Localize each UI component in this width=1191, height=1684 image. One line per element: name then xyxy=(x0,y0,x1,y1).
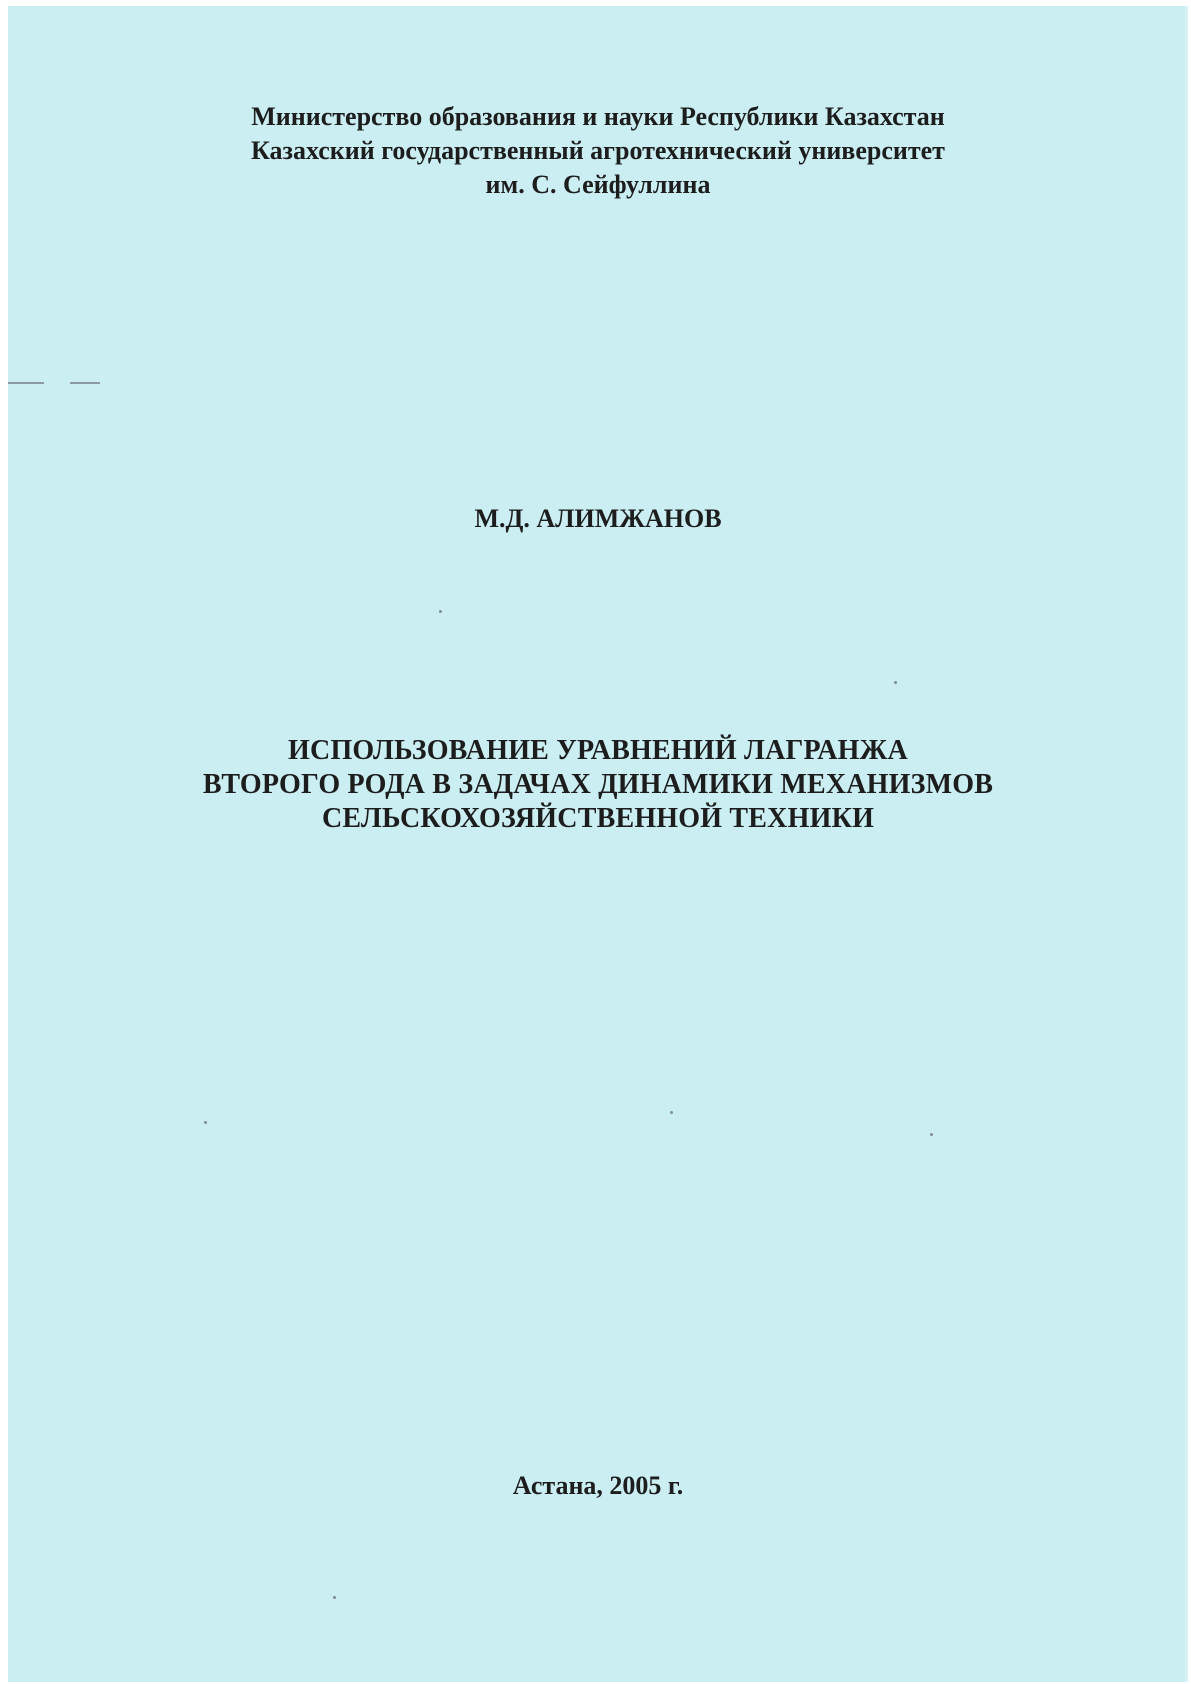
title-line-1: ИСПОЛЬЗОВАНИЕ УРАВНЕНИЙ ЛАГРАНЖА xyxy=(288,735,908,766)
fold-mark xyxy=(70,382,100,384)
named-after-line: им. С. Сейфуллина xyxy=(485,170,711,199)
scan-speck xyxy=(930,1133,933,1136)
imprint xyxy=(8,1469,1188,1503)
scan-speck xyxy=(439,610,442,613)
scan-speck xyxy=(670,1111,673,1114)
fold-mark xyxy=(8,382,44,384)
university-line: Казахский государственный агротехнический университет xyxy=(251,136,945,165)
ministry-line: Министерство образования и науки Республики Казахстан xyxy=(251,102,945,131)
scan-speck xyxy=(894,681,897,684)
book-cover xyxy=(8,6,1188,1682)
scan-speck xyxy=(333,1596,336,1599)
scan-speck xyxy=(204,1121,207,1124)
imprint-line: Астана, 2005 г. xyxy=(512,1471,684,1500)
cover-edge xyxy=(1185,6,1188,1682)
publisher-header xyxy=(8,100,1188,202)
author-name xyxy=(8,502,1188,536)
title-line-2: ВТОРОГО РОДА В ЗАДАЧАХ ДИНАМИКИ МЕХАНИЗМОВ xyxy=(202,769,994,800)
book-title xyxy=(8,734,1188,836)
title-line-3: СЕЛЬСКОХОЗЯЙСТВЕННОЙ ТЕХНИКИ xyxy=(321,803,875,834)
author-line: М.Д. АЛИМЖАНОВ xyxy=(474,504,722,533)
